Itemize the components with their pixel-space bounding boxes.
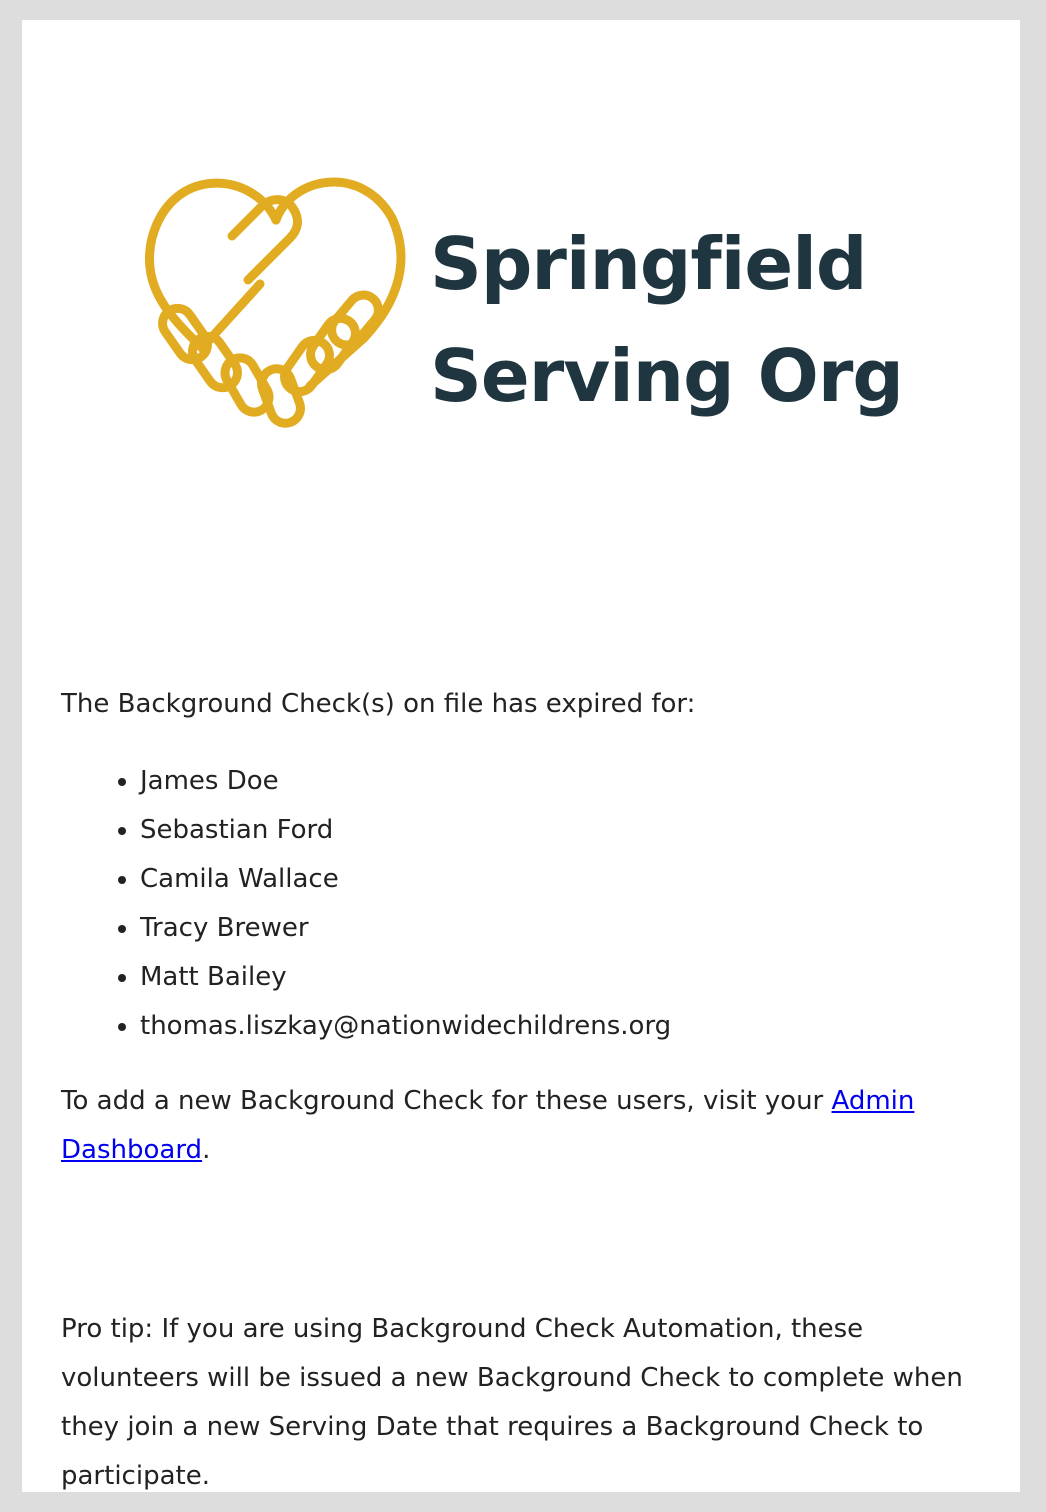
expired-users-list [61,757,991,1051]
email-body [61,680,991,1175]
handshake-heart-icon [142,158,410,428]
org-name [430,208,903,432]
list-item: • Sebastian Ford [140,806,991,855]
org-name-line1: Springfield [430,222,867,306]
intro-text: The Background Check(s) on file has expired for: [61,689,696,719]
org-name-line2: Serving Org [430,334,903,418]
pro-tip-text: Pro tip: If you are using Background Check Automation, these volunteers will be issued a new Background Check to complete when they join a new Serving Date that requires a Background Check to participate. [61,1314,963,1491]
action-prefix: To add a new Background Check for these users, visit your [61,1086,832,1116]
admin-dashboard-link[interactable]: Admin Dashboard [61,1086,915,1165]
email-card [22,20,1020,1492]
action-text [61,1077,991,1175]
list-item: • thomas.liszkay@nationwidechildrens.org [140,1002,991,1051]
list-item: • James Doe [140,757,991,806]
list-item: • Camila Wallace [140,855,991,904]
org-logo [142,158,942,448]
list-item: • Matt Bailey [140,953,991,1002]
list-item: • Tracy Brewer [140,904,991,953]
action-suffix: . [202,1135,211,1165]
